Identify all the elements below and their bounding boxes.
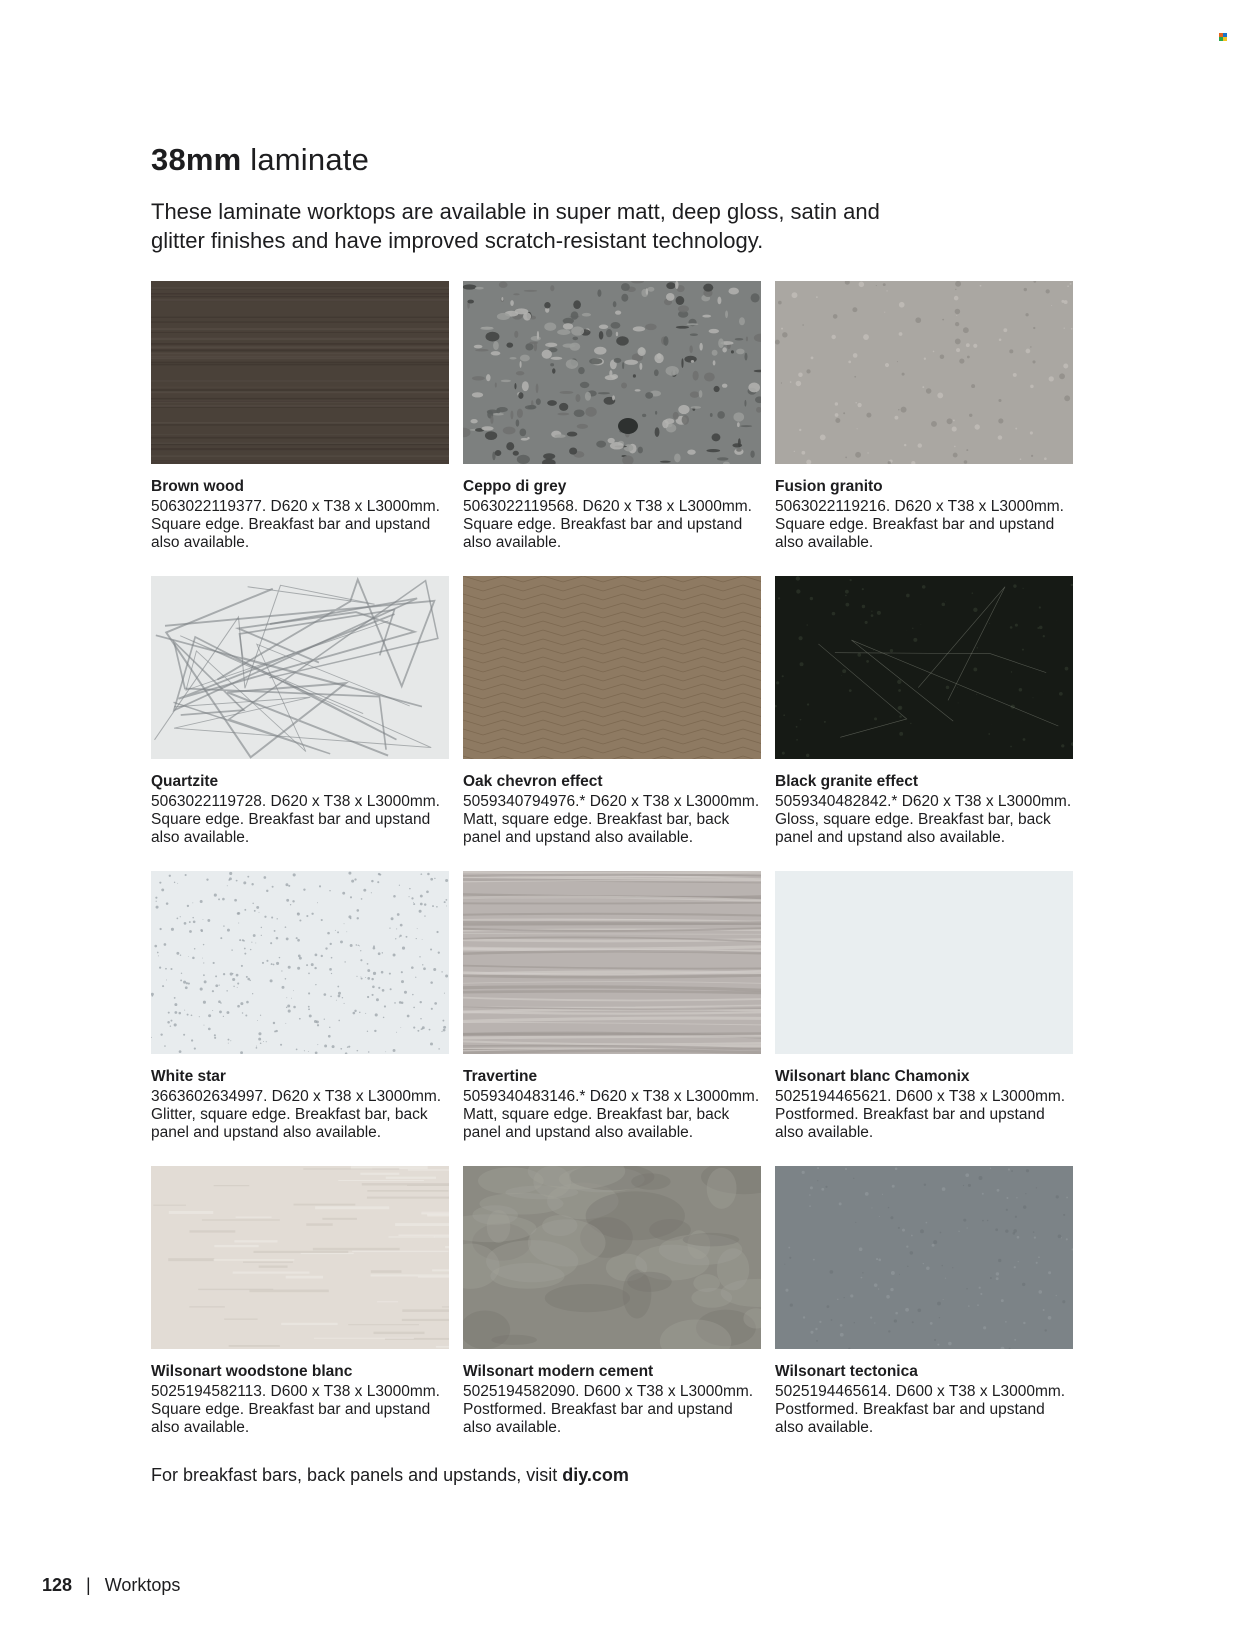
page-title — [151, 142, 369, 178]
product-description: 5063022119728. D620 x T38 x L3000mm. Square edge. Breakfast bar and upstand also available. — [151, 793, 440, 846]
product-description: 5059340482842.* D620 x T38 x L3000mm. Gloss, square edge. Breakfast bar, back panel and upstand also available. — [775, 793, 1072, 846]
product-name: Oak chevron effect — [463, 773, 603, 790]
product-description: 5059340483146.* D620 x T38 x L3000mm. Matt, square edge. Breakfast bar, back panel and upstand also available. — [463, 1088, 760, 1141]
footer-note-text: For breakfast bars, back panels and upstands, visit — [151, 1465, 563, 1485]
swatch-image — [151, 281, 449, 464]
product-description: 5059340794976.* D620 x T38 x L3000mm. Matt, square edge. Breakfast bar, back panel and upstand also available. — [463, 793, 760, 846]
swatch-image — [463, 871, 761, 1054]
folio-separator: | — [86, 1575, 91, 1595]
product-name: Black granite effect — [775, 773, 918, 790]
product-description: 5063022119377. D620 x T38 x L3000mm. Square edge. Breakfast bar and upstand also available. — [151, 498, 440, 551]
swatch-image — [151, 871, 449, 1054]
product-card — [151, 576, 449, 847]
product-name: Quartzite — [151, 773, 219, 790]
product-card — [775, 871, 1073, 1142]
product-name: Wilsonart tectonica — [775, 1363, 918, 1380]
swatch-image — [151, 576, 449, 759]
diy-link[interactable]: diy.com — [562, 1465, 629, 1485]
swatch-image — [463, 1166, 761, 1349]
product-description: 5025194465621. D600 x T38 x L3000mm. Postformed. Breakfast bar and upstand also available. — [775, 1088, 1066, 1141]
product-name: White star — [151, 1068, 226, 1085]
swatch-image — [775, 281, 1073, 464]
product-description: 3663602634997. D620 x T38 x L3000mm. Glitter, square edge. Breakfast bar, back panel and upstand also available. — [151, 1088, 442, 1141]
product-card — [463, 281, 761, 552]
product-card — [775, 576, 1073, 847]
product-card — [151, 871, 449, 1142]
page-folio — [42, 1575, 180, 1596]
product-name: Wilsonart blanc Chamonix — [775, 1068, 970, 1085]
product-description: 5063022119216. D620 x T38 x L3000mm. Square edge. Breakfast bar and upstand also available. — [775, 498, 1064, 551]
swatch-image — [151, 1166, 449, 1349]
product-description: 5025194465614. D600 x T38 x L3000mm. Postformed. Breakfast bar and upstand also available. — [775, 1383, 1066, 1436]
swatch-image — [463, 281, 761, 464]
intro-text: These laminate worktops are available in super matt, deep gloss, satin and glitter finishes and have improved scratch-resistant technology. — [151, 199, 880, 253]
product-description: 5063022119568. D620 x T38 x L3000mm. Square edge. Breakfast bar and upstand also available. — [463, 498, 752, 551]
swatch-image — [775, 1166, 1073, 1349]
brand-logo-icon — [1219, 33, 1227, 41]
product-name: Ceppo di grey — [463, 478, 567, 495]
product-name: Wilsonart woodstone blanc — [151, 1363, 353, 1380]
product-name: Travertine — [463, 1068, 538, 1085]
product-name: Brown wood — [151, 478, 244, 495]
product-description: 5025194582090. D600 x T38 x L3000mm. Postformed. Breakfast bar and upstand also available. — [463, 1383, 754, 1436]
product-name: Fusion granito — [775, 478, 883, 495]
page-number: 128 — [42, 1575, 73, 1595]
product-card — [463, 576, 761, 847]
swatch-image — [463, 576, 761, 759]
product-card — [775, 281, 1073, 552]
title-bold: 38mm — [151, 142, 242, 177]
product-card — [775, 1166, 1073, 1437]
product-card — [151, 281, 449, 552]
product-card — [151, 1166, 449, 1437]
footer-note — [151, 1465, 629, 1486]
section-name: Worktops — [104, 1575, 181, 1595]
swatch-image — [775, 871, 1073, 1054]
product-card — [463, 1166, 761, 1437]
product-name: Wilsonart modern cement — [463, 1363, 654, 1380]
product-description: 5025194582113. D600 x T38 x L3000mm. Square edge. Breakfast bar and upstand also available. — [151, 1383, 440, 1436]
product-card — [463, 871, 761, 1142]
title-rest: laminate — [250, 142, 370, 177]
swatch-image — [775, 576, 1073, 759]
